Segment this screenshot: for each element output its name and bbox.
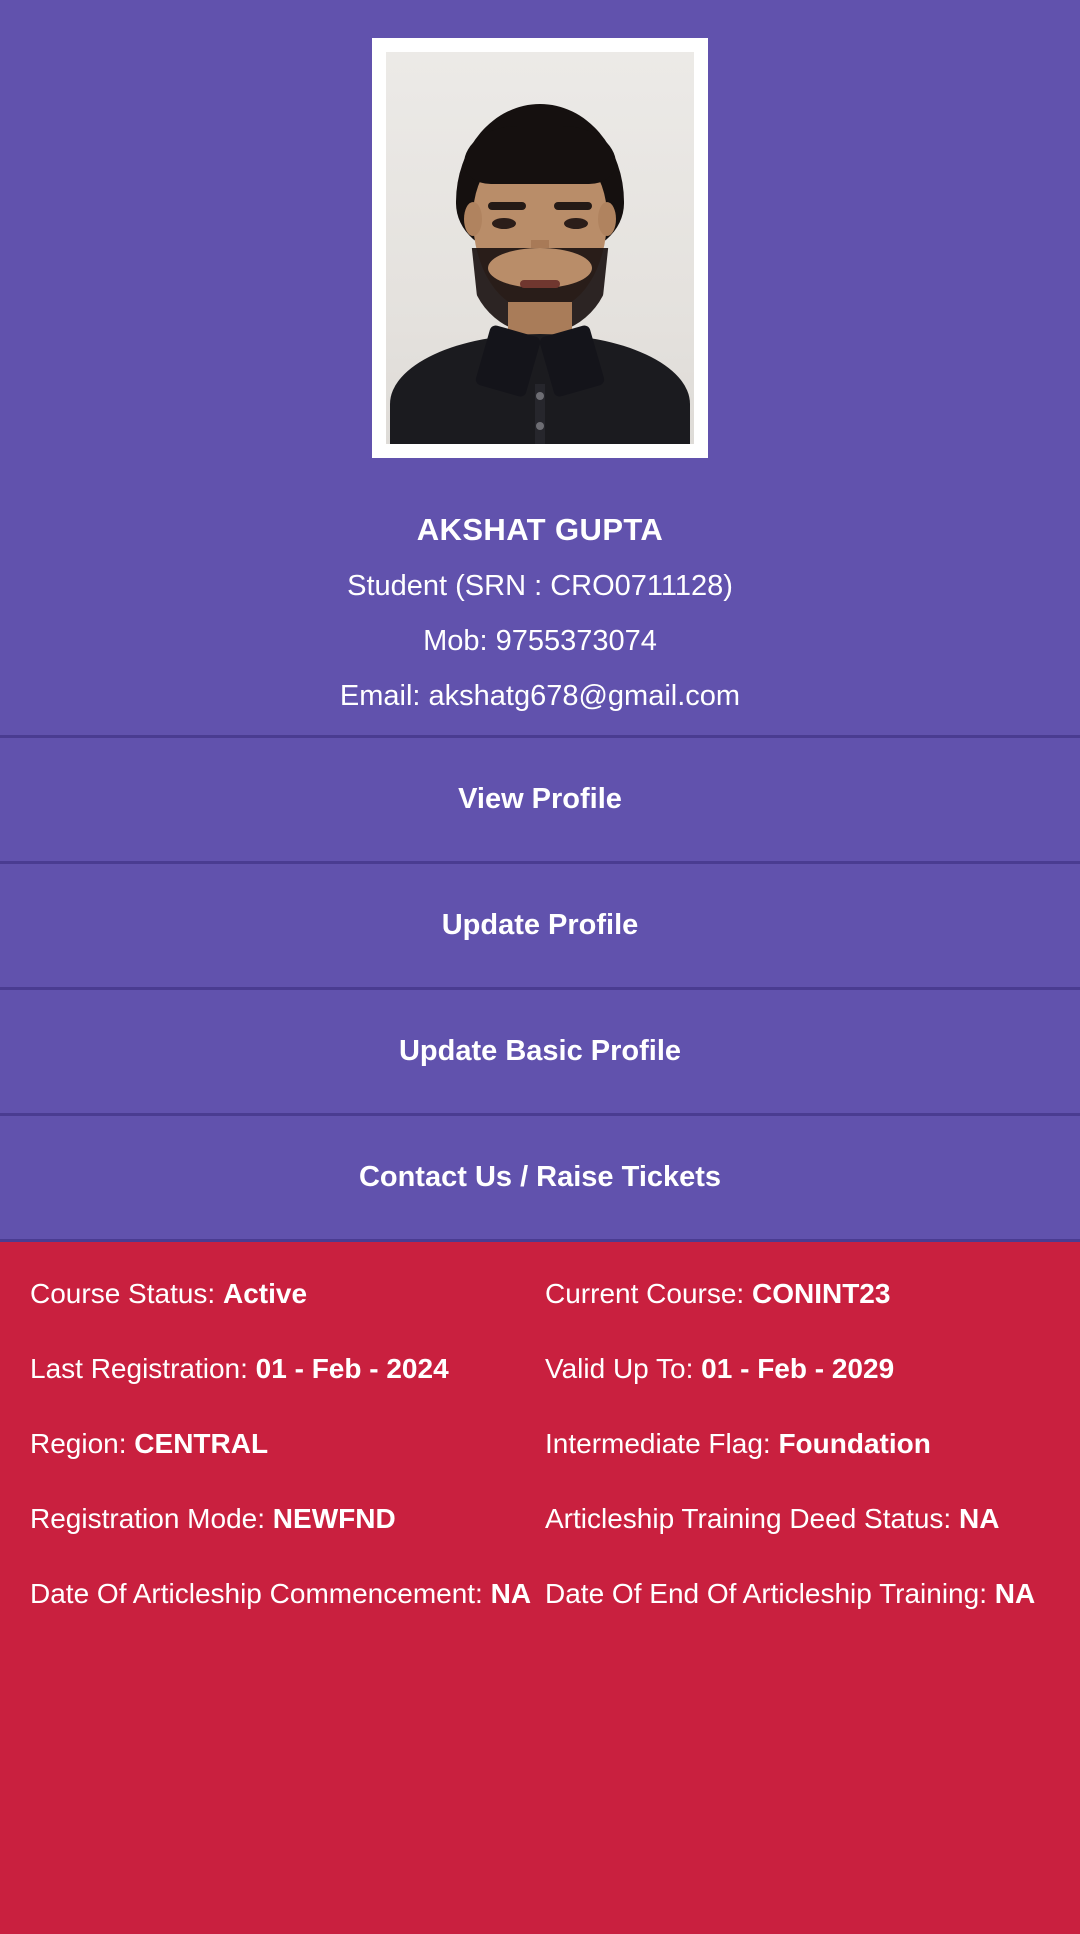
profile-header xyxy=(0,0,1080,735)
portrait-ear-right xyxy=(598,202,616,236)
stat-date-of-articleship-commencement xyxy=(30,1576,535,1611)
stat-registration-mode xyxy=(30,1501,535,1536)
menu-item-update-basic-profile[interactable]: Update Basic Profile xyxy=(0,990,1080,1116)
menu-item-contact-us-raise-tickets[interactable]: Contact Us / Raise Tickets xyxy=(0,1116,1080,1242)
portrait-button-bottom xyxy=(536,422,544,430)
course-status-panel xyxy=(0,1242,1080,1934)
portrait-eyebrow-right xyxy=(554,202,592,210)
stat-label: Region: xyxy=(30,1428,135,1459)
stat-value: 01 - Feb - 2029 xyxy=(701,1353,895,1384)
stat-value: Foundation xyxy=(778,1428,931,1459)
avatar-image xyxy=(386,52,694,444)
stat-value: NA xyxy=(490,1578,532,1609)
stat-current-course xyxy=(545,1276,1050,1311)
profile-mobile: Mob: 9755373074 xyxy=(423,625,657,657)
stat-date-of-end-of-articleship-training xyxy=(545,1576,1050,1611)
menu-item-view-profile[interactable]: View Profile xyxy=(0,738,1080,864)
menu-item-update-profile[interactable]: Update Profile xyxy=(0,864,1080,990)
portrait-mouth xyxy=(520,280,560,288)
stat-value: CENTRAL xyxy=(134,1428,269,1459)
portrait-eye-left xyxy=(492,218,516,229)
stat-last-registration xyxy=(30,1351,535,1386)
profile-email: Email: akshatg678@gmail.com xyxy=(339,680,741,712)
stat-value: CONINT23 xyxy=(751,1278,891,1309)
stat-value: NA xyxy=(994,1578,1036,1609)
portrait-eyebrow-left xyxy=(488,202,526,210)
stat-course-status xyxy=(30,1276,535,1311)
stat-region xyxy=(30,1426,535,1461)
page-title: AKSHAT GUPTA xyxy=(416,512,664,547)
stat-label: Course Status: xyxy=(30,1278,223,1309)
stat-label: Date Of End Of Articleship Training: xyxy=(545,1578,995,1609)
portrait-fringe xyxy=(464,126,616,184)
stat-label: Last Registration: xyxy=(30,1353,256,1384)
stat-intermediate-flag xyxy=(545,1426,1050,1461)
stat-articleship-training-deed-status xyxy=(545,1501,1050,1536)
stat-value: Active xyxy=(222,1278,308,1309)
stat-value: NA xyxy=(958,1503,1000,1534)
portrait-button-top xyxy=(536,392,544,400)
stat-valid-up-to xyxy=(545,1351,1050,1386)
stat-label: Intermediate Flag: xyxy=(545,1428,779,1459)
profile-menu xyxy=(0,735,1080,1242)
stat-label: Articleship Training Deed Status: xyxy=(545,1503,959,1534)
stat-value: NEWFND xyxy=(272,1503,396,1534)
stat-label: Current Course: xyxy=(545,1278,752,1309)
stat-label: Valid Up To: xyxy=(545,1353,702,1384)
portrait-eye-right xyxy=(564,218,588,229)
portrait-ear-left xyxy=(464,202,482,236)
avatar xyxy=(372,38,708,458)
stat-label: Date Of Articleship Commencement: xyxy=(30,1578,491,1609)
profile-role-srn: Student (SRN : CRO0711128) xyxy=(347,570,733,602)
stat-value: 01 - Feb - 2024 xyxy=(255,1353,449,1384)
stat-label: Registration Mode: xyxy=(30,1503,273,1534)
